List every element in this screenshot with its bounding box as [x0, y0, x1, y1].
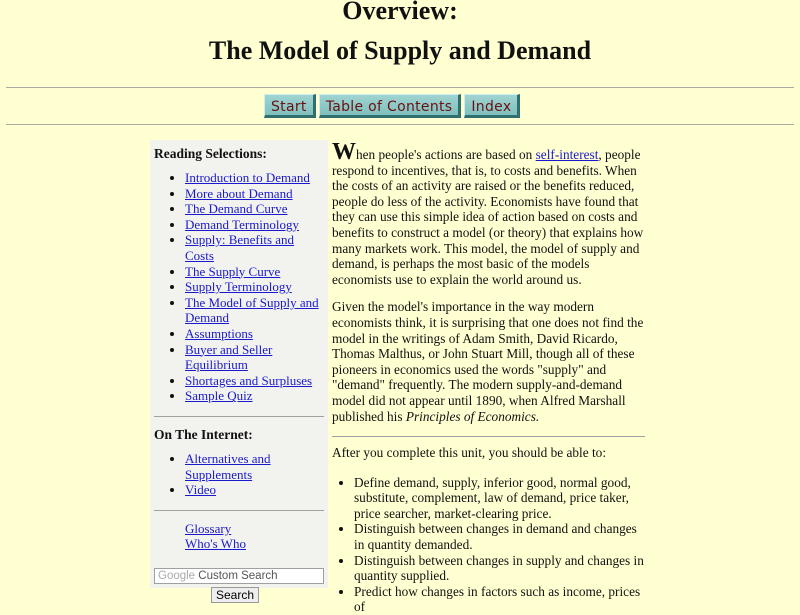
google-logo-text: Google: [158, 569, 196, 582]
list-item: [185, 279, 324, 295]
link-buyer-seller-equilibrium[interactable]: Buyer and Seller Equilibrium: [185, 341, 273, 373]
link-sample-quiz[interactable]: Sample Quiz: [185, 388, 253, 404]
table-of-contents-button[interactable]: Table of Contents: [319, 94, 462, 118]
list-item: • Distinguish between changes in demand and changes in quantity demanded.: [354, 521, 650, 552]
reading-selections-list: [154, 170, 324, 404]
link-supply-terminology[interactable]: Supply Terminology: [185, 279, 292, 295]
drop-cap: W: [332, 139, 356, 165]
link-glossary[interactable]: Glossary: [185, 520, 232, 536]
list-item: [185, 201, 324, 217]
objectives-intro: After you complete this unit, you should be able to:: [332, 445, 607, 461]
paragraph-text: Given the model's importance in the way modern economists think, it is surprising that one does not find the model in the writings of Adam Smith, David Ricardo, Thomas Malthus, or John Stuart Mill, though all of these pioneers in economics used the words "supply" and "demand" frequently. The modern supply-and-demand model did not appear until 1890, when Alfred Marshall published his: [332, 299, 644, 424]
divider-nav: [6, 124, 794, 125]
sidebar: [150, 140, 328, 602]
link-assumptions[interactable]: Assumptions: [185, 325, 253, 341]
list-item: [185, 295, 324, 326]
list-item: [185, 482, 324, 498]
list-item: [185, 342, 324, 373]
list-item: [185, 264, 324, 280]
book-title: Principles of Economics.: [405, 408, 540, 424]
link-alternatives-supplements[interactable]: Alternatives and Supplements: [185, 450, 271, 482]
content-divider: [332, 436, 645, 437]
list-item: [185, 186, 324, 202]
intro-paragraph: [332, 139, 650, 287]
paragraph-text: , people respond to incentives, that is, to costs and benefits. When the costs of an activity are raised or the benefits reduced, people do less of the activity. Economists have found that they can use this simple idea of action based on costs and benefits to construct a model (or theory) that explains how many markets work. This model, the model of supply and demand, is perhaps the most basic of the models economists use to explain the world around us.: [332, 147, 644, 287]
on-the-internet-heading: On The Internet:: [154, 426, 253, 442]
link-whos-who[interactable]: Who's Who: [185, 536, 246, 552]
list-item: • Predict how changes in factors such as income, prices of: [354, 584, 650, 615]
paragraph-text: hen people's actions are based on: [356, 147, 536, 162]
page-title: The Model of Supply and Demand: [208, 36, 592, 65]
objectives-list: [332, 475, 650, 615]
link-supply-benefits-costs[interactable]: Supply: Benefits and Costs: [185, 232, 295, 263]
internet-list: [154, 451, 324, 498]
sidebar-divider: [154, 510, 324, 511]
list-item: [185, 217, 324, 233]
list-item: [185, 373, 324, 389]
search-button[interactable]: Search: [211, 587, 259, 603]
list-item: [185, 326, 324, 342]
list-item: [185, 170, 324, 186]
link-supply-curve[interactable]: The Supply Curve: [185, 263, 281, 279]
link-video[interactable]: Video: [185, 482, 216, 498]
link-more-about-demand[interactable]: More about Demand: [185, 185, 293, 201]
list-item: [185, 388, 324, 404]
link-shortages-surpluses[interactable]: Shortages and Surpluses: [185, 372, 313, 388]
divider-top: [6, 87, 794, 88]
sidebar-divider: [154, 416, 324, 417]
nav-bar: [264, 94, 520, 118]
index-button[interactable]: Index: [464, 94, 520, 118]
search-placeholder: Custom Search: [195, 569, 278, 582]
link-self-interest[interactable]: self-interest: [535, 147, 599, 162]
link-demand-terminology[interactable]: Demand Terminology: [185, 216, 300, 232]
list-item: [185, 451, 324, 482]
extra-links: [154, 521, 324, 552]
page-title-overview: Overview:: [342, 0, 458, 25]
list-item: • Define demand, supply, inferior good, normal good, substitute, complement, law of demand, price taker, price searcher, market-clearing price.: [354, 475, 650, 522]
start-button[interactable]: Start: [264, 94, 316, 118]
reading-selections-heading: Reading Selections:: [154, 146, 267, 161]
list-item: [185, 232, 324, 263]
main-content: [332, 139, 650, 615]
search-input[interactable]: [154, 568, 324, 584]
link-introduction-to-demand[interactable]: Introduction to Demand: [185, 170, 310, 185]
history-paragraph: [332, 299, 650, 424]
link-demand-curve[interactable]: The Demand Curve: [185, 201, 288, 217]
link-model-supply-demand[interactable]: The Model of Supply and Demand: [185, 294, 319, 326]
list-item: • Distinguish between changes in supply and changes in quantity supplied.: [354, 553, 650, 584]
